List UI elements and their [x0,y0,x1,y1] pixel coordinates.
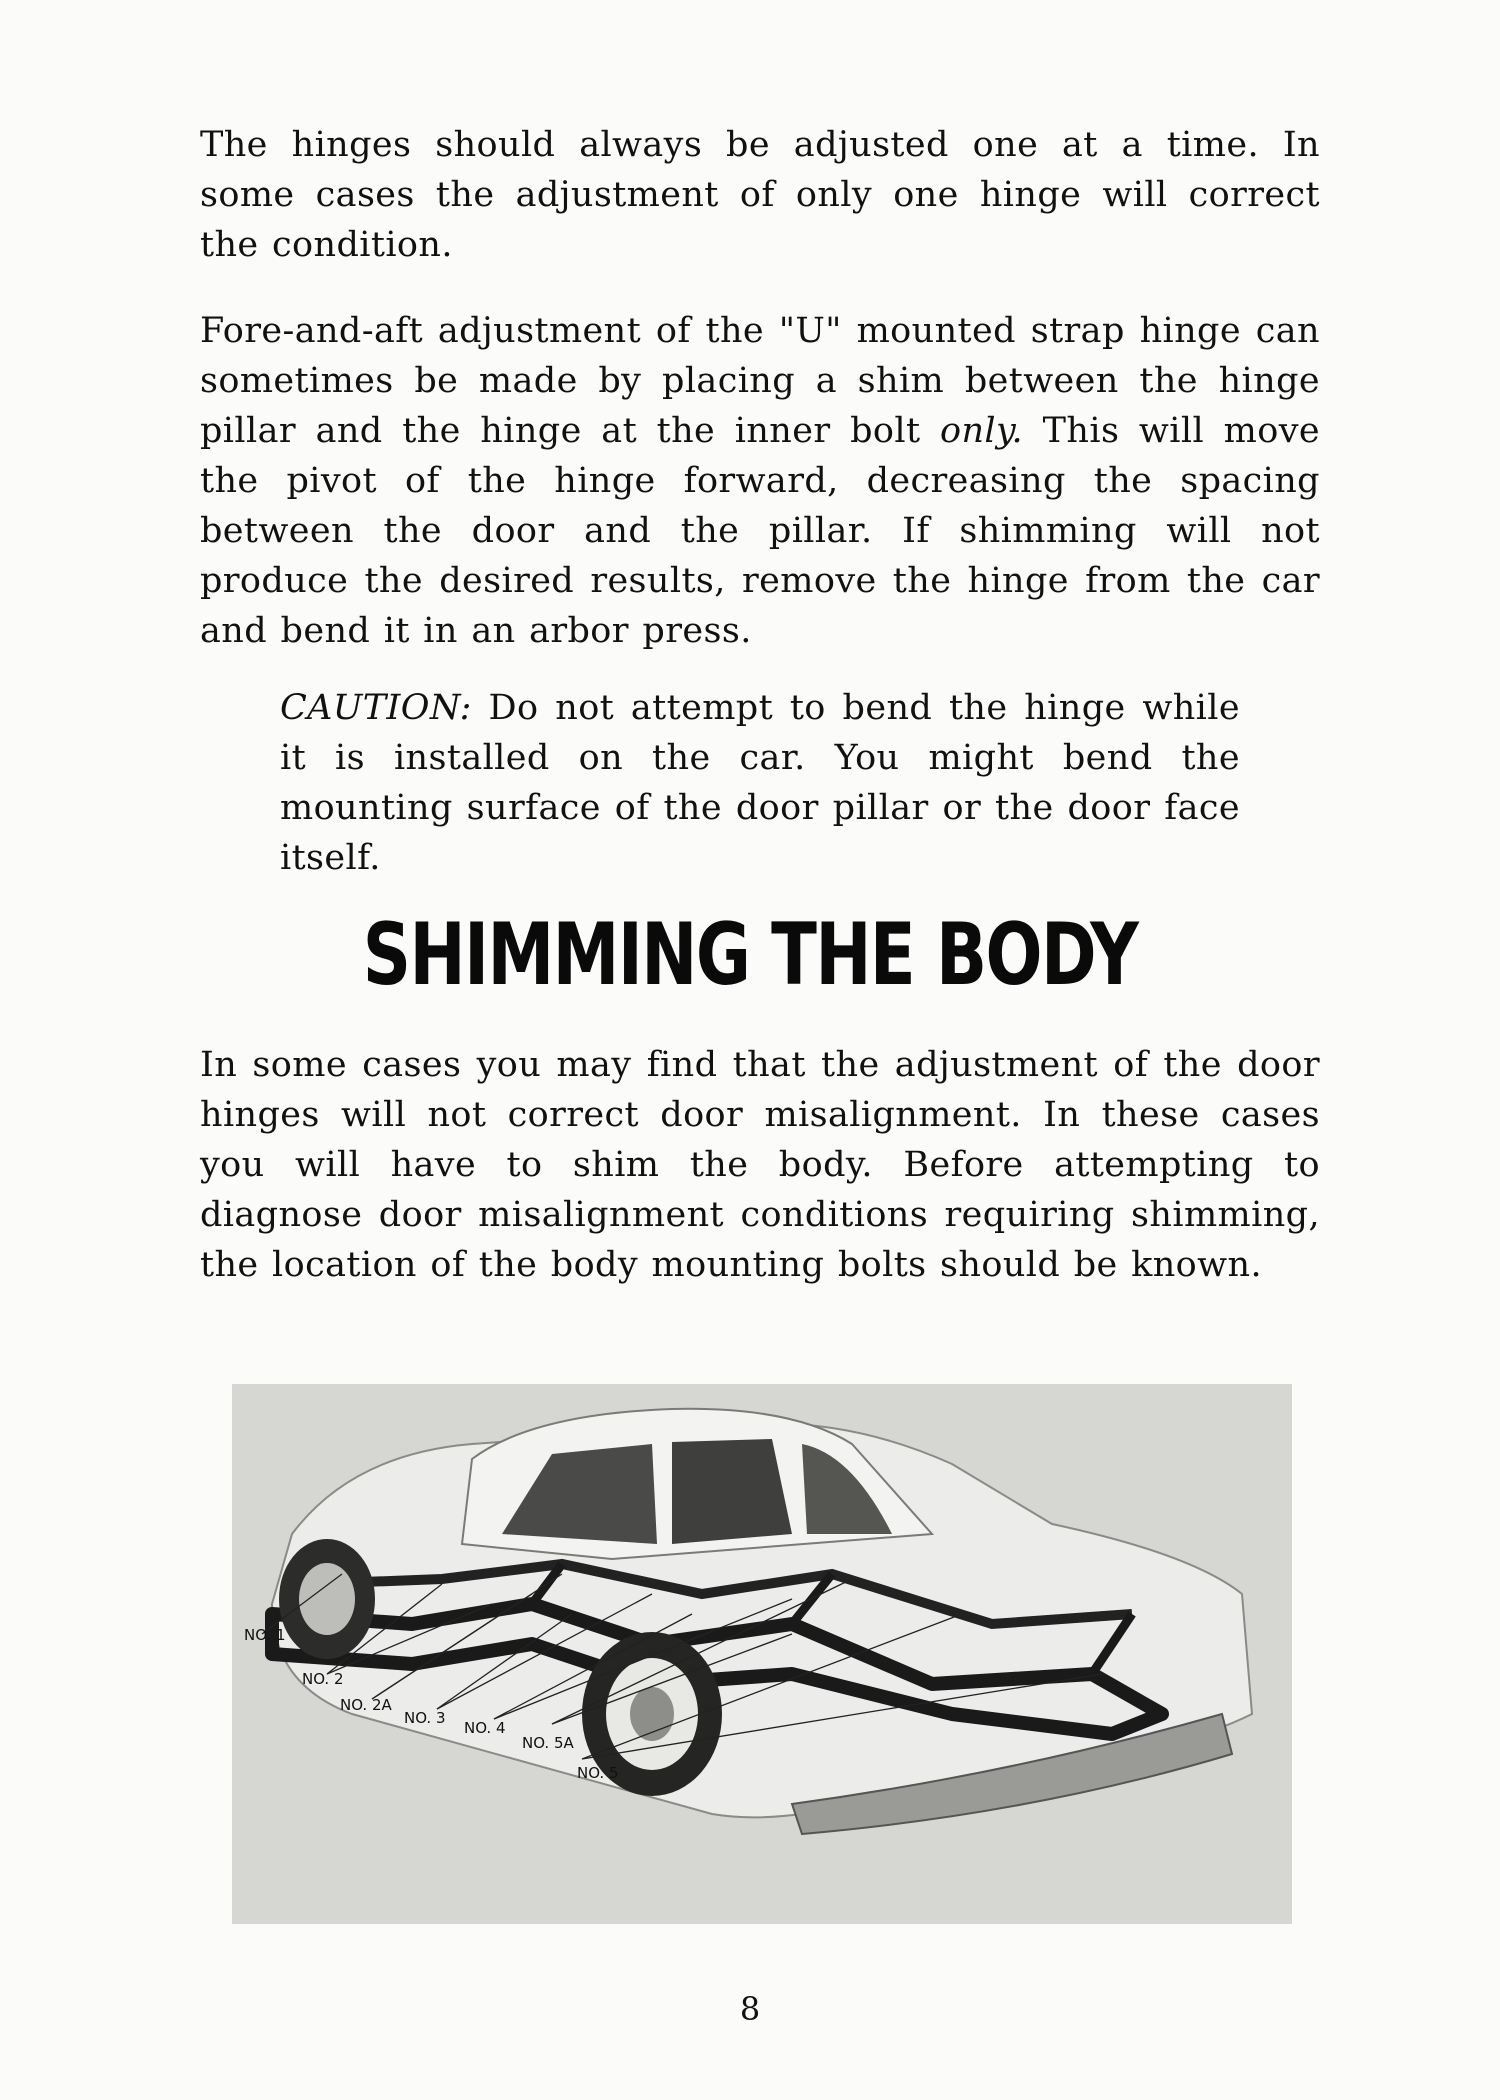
paragraph-hinge-adjustment: The hinges should always be adjusted one at a time. In some cases the adjustment of only one hinge will correct the condition. [200,125,1320,265]
caution-note [280,683,1240,883]
paragraph-shimming-intro: In some cases you may find that the adjustment of the door hinges will not correct door misalignment. In these cases you will have to shim the body. Before attempting to diagnose door misalignment conditions requiring shimming, the location of the body mounting bolts should be known. [200,1045,1320,1285]
callout-no-5a: NO. 5A [522,1734,574,1752]
emphasis-only: only. [940,411,1024,451]
paragraph-fore-aft-text-1: Fore-and-aft adjustment of the "U" mounted strap hinge can sometimes be made by placing a shim between the hinge pillar and the hinge at the inner bolt [200,311,1320,451]
callout-no-2a: NO. 2A [340,1696,392,1714]
callout-no-2: NO. 2 [302,1670,344,1688]
paragraph-fore-aft-text-2: This will move the pivot of the hinge forward, decreasing the spacing between the door and the pillar. If shimming will not produce the desired results, remove the hinge from the car and bend it in an arbor press. [200,411,1320,651]
section-heading: SHIMMING THE BODY [362,905,1138,1005]
callout-no-4: NO. 4 [464,1719,506,1737]
callout-no-3: NO. 3 [404,1709,446,1727]
body-mounting-bolts-figure [232,1384,1292,1924]
paragraph-fore-aft-adjustment [200,306,1320,656]
caution-text: Do not attempt to bend the hinge while it is installed on the car. You might bend the mounting surface of the door pillar or the door face itself. [280,688,1240,878]
caution-label: CAUTION: [280,688,472,728]
callout-no-5: NO. 5 [577,1764,619,1782]
page-number: 8 [739,1990,761,2028]
car-frame-illustration [232,1384,1292,1924]
callout-no-1: NO. 1 [244,1626,286,1644]
